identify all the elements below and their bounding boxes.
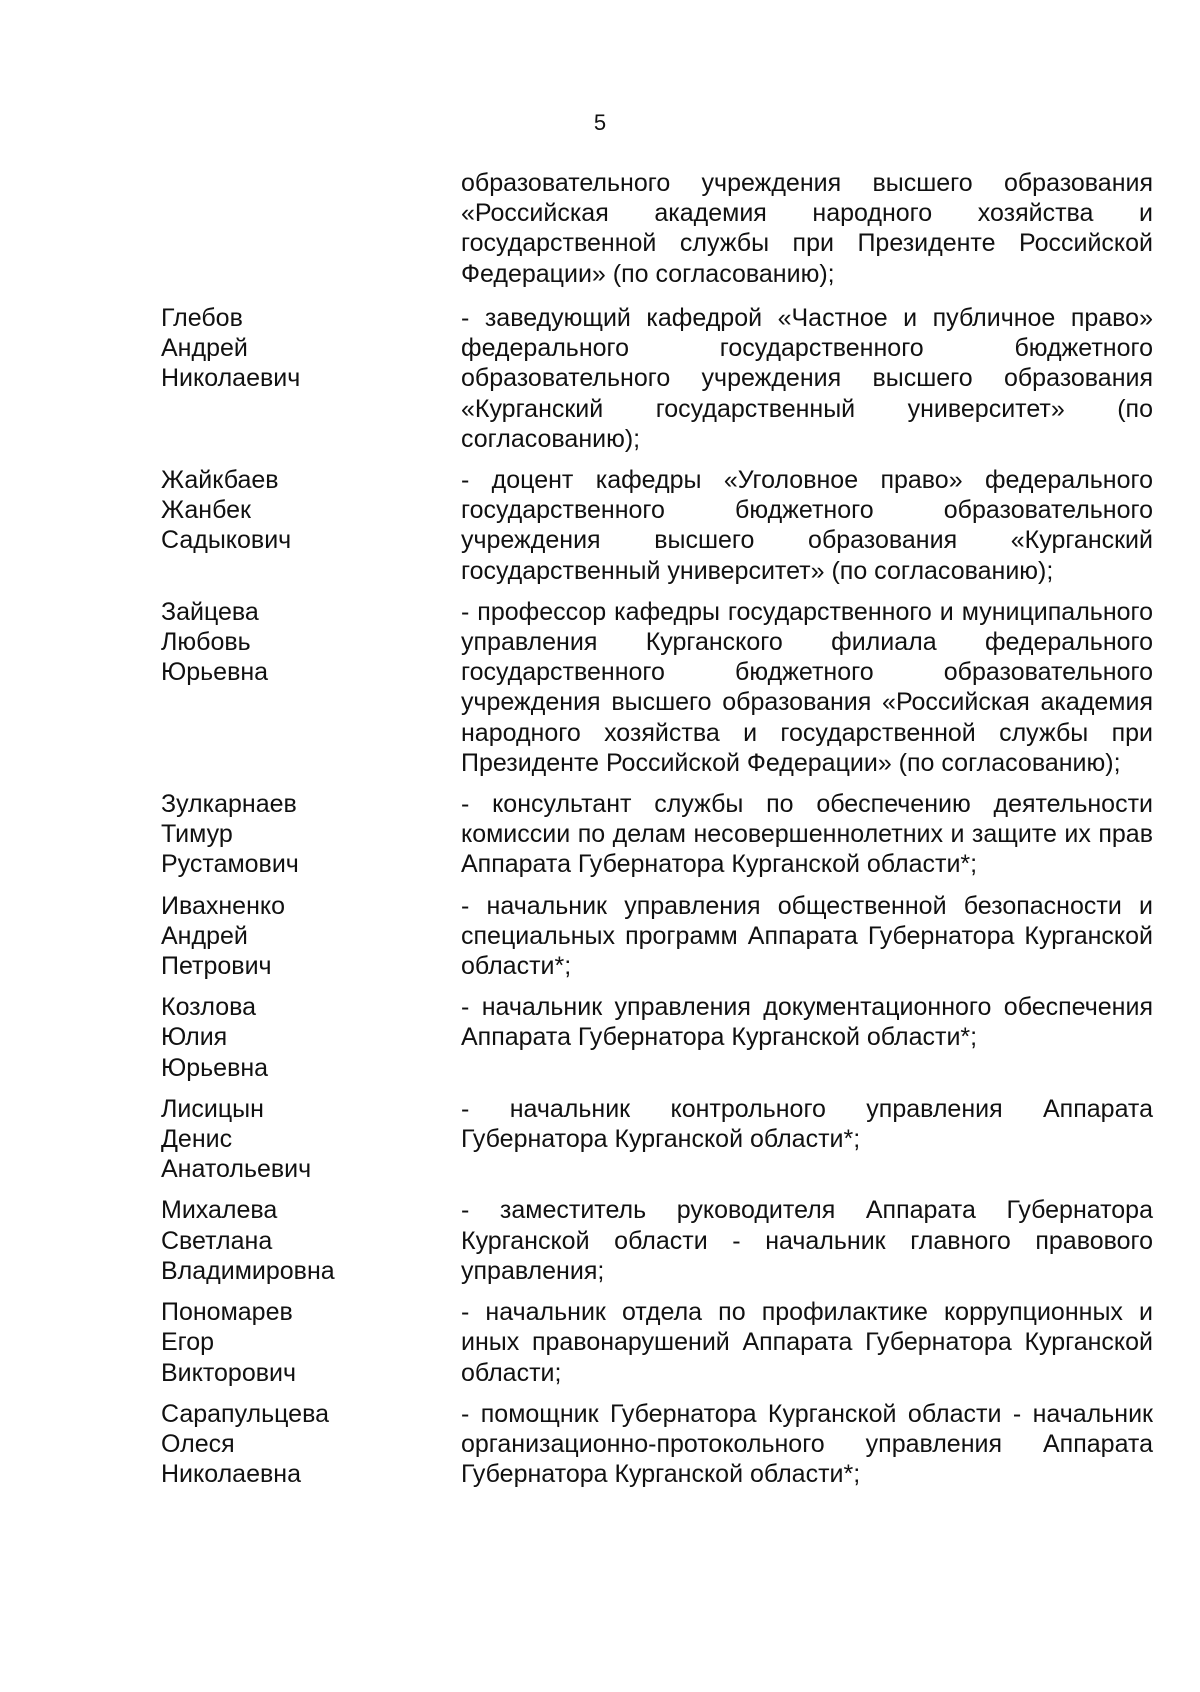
member-entry — [161, 992, 1153, 1083]
member-name: Сарапульцева Олеся Николаевна — [161, 1399, 329, 1489]
member-entry — [161, 789, 1153, 880]
member-entry — [161, 597, 1153, 778]
member-name: Михалева Светлана Владимировна — [161, 1196, 335, 1285]
member-name: Зайцева Любовь Юрьевна — [161, 597, 269, 687]
member-name: Лисицын Денис Анатольевич — [161, 1094, 312, 1184]
member-name: Козлова Юлия Юрьевна — [161, 993, 269, 1082]
member-role: - начальник управления общественной безопасности и специальных программ Аппарата Губернатора Курганской области*; — [461, 891, 1153, 981]
member-entry — [161, 1399, 1153, 1490]
member-name: Зулкарнаев Тимур Рустамович — [161, 790, 299, 879]
member-entry — [161, 891, 1153, 982]
member-entry — [161, 1195, 1153, 1286]
member-entry — [161, 1297, 1153, 1388]
member-role: - заместитель руководителя Аппарата Губернатора Курганской области - начальник главного правового управления; — [461, 1196, 1153, 1285]
member-name: Пономарев Егор Викторович — [161, 1298, 297, 1387]
page-number: 5 — [593, 110, 607, 135]
member-entry — [161, 1094, 1153, 1185]
member-name: Жайкбаев Жанбек Садыкович — [161, 466, 292, 555]
member-role: - помощник Губернатора Курганской области - начальник организационно-протокольного управления Аппарата Губернатора Курганской области*; — [461, 1399, 1153, 1489]
member-role: - начальник отдела по профилактике коррупционных и иных правонарушений Аппарата Губернатора Курганской области; — [461, 1298, 1153, 1387]
member-name: Ивахненко Андрей Петрович — [161, 891, 286, 981]
member-entry — [161, 465, 1153, 586]
member-role: - консультант службы по обеспечению деятельности комиссии по делам несовершеннолетних и защите их прав Аппарата Губернатора Курганской области*; — [461, 790, 1153, 879]
member-role: - начальник управления документационного обеспечения Аппарата Губернатора Курганской области*; — [461, 993, 1153, 1052]
member-role: - начальник контрольного управления Аппарата Губернатора Курганской области*; — [461, 1094, 1153, 1154]
member-list — [161, 303, 1153, 1500]
member-role: - профессор кафедры государственного и муниципального управления Курганского филиала федерального государственного бюджетного образовательного учреждения высшего образования «Российская академия народного хозяйства и государственной службы при Президенте Российской Федерации» (по согласованию); — [461, 597, 1153, 777]
member-name: Глебов Андрей Николаевич — [161, 304, 301, 393]
continued-role-text: образовательного учреждения высшего образования «Российская академия народного хозяйства и государственной службы при Президенте Российской Федерации» (по согласованию); — [461, 169, 1153, 288]
member-role: - заведующий кафедрой «Частное и публичное право» федерального государственного бюджетного образовательного учреждения высшего образования «Курганский государственный университет» (по согласованию); — [461, 304, 1153, 453]
member-role: - доцент кафедры «Уголовное право» федерального государственного бюджетного образовательного учреждения высшего образования «Курганский государственный университет» (по согласованию); — [461, 466, 1153, 585]
member-entry — [161, 303, 1153, 454]
